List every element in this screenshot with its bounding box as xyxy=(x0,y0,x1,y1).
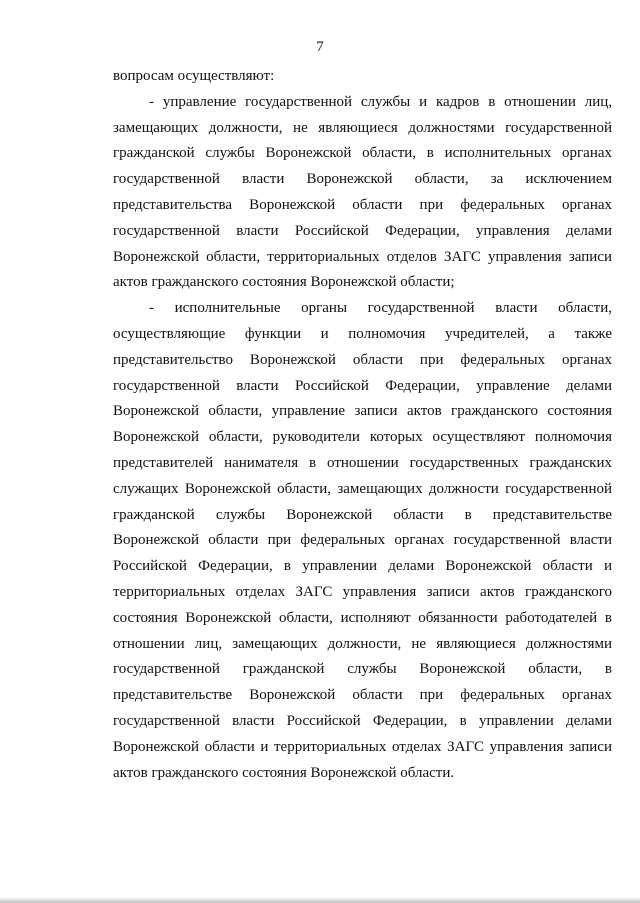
document-body xyxy=(113,64,612,786)
scan-edge-shadow xyxy=(0,897,640,903)
page-number: 7 xyxy=(316,39,324,55)
paragraph-intro: вопросам осуществляют: xyxy=(113,68,275,84)
paragraph-hr-department: - управление государственной службы и кадров в отношении лиц, замещающих должности, не являющиеся должностями государственной гражданской службы Воронежской области, в исполнительных органах государственной власти Воронежской области, за исключением представительства Воронежской области при федеральных органах государственной власти Российской Федерации, управления делами Воронежской области, территориальных отделов ЗАГС управления записи актов гражданского состояния Воронежской области; xyxy=(113,93,612,291)
paragraph-executive-bodies: - исполнительные органы государственной власти области, осуществляющие функции и полномочия учредителей, а также представительство Воронежской области при федеральных органах государственной власти Российской Федерации, управление делами Воронежской области, управление записи актов гражданского состояния Воронежской области, руководители которых осуществляют полномочия представителей нанимателя в отношении государственных гражданских служащих Воронежской области, замещающих должности государственной гражданской службы Воронежской области в представительстве Воронежской области при федеральных органах государственной власти Российской Федерации, в управлении делами Воронежской области и территориальных отделах ЗАГС управления записи актов гражданского состояния Воронежской области, исполняют обязанности работодателей в отношении лиц, замещающих должности, не являющиеся должностями государственной гражданской службы Воронежской области, в представительстве Воронежской области при федеральных органах государственной власти Российской Федерации, в управлении делами Воронежской области и территориальных отделах ЗАГС управления записи актов гражданского состояния Воронежской области. xyxy=(113,300,612,781)
